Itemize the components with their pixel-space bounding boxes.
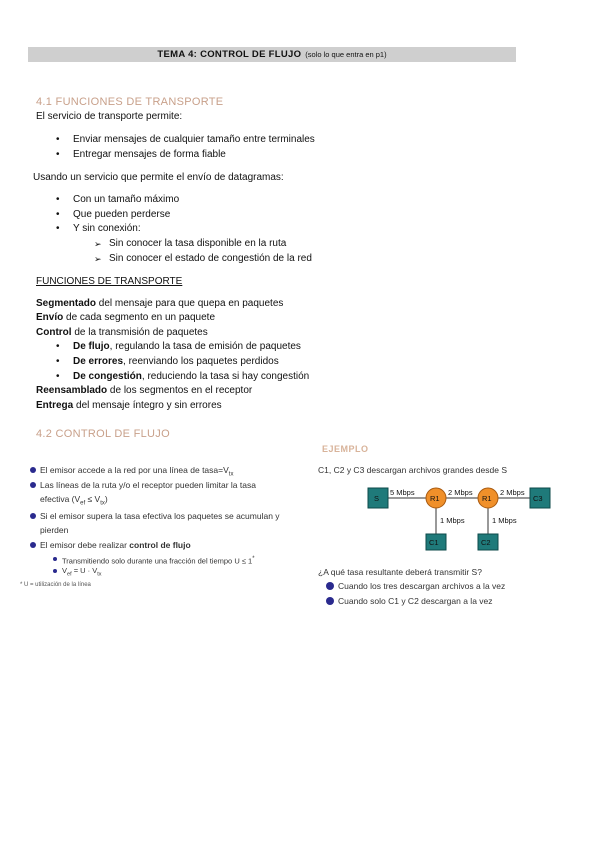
slide-point: Las líneas de la ruta y/o el receptor pueden limitar la tasa	[40, 479, 256, 491]
example-option: Cuando solo C1 y C2 descargan a la vez	[338, 595, 493, 607]
datagram-subitem: ➢ Sin conocer la tasa disponible en la ruta	[109, 237, 286, 251]
datagram-subitem: ➢ Sin conocer el estado de congestión de la red	[109, 252, 312, 266]
datagram-item: • Con un tamaño máximo	[73, 193, 179, 207]
link-label: 1 Mbps	[440, 516, 465, 525]
node-label: C3	[533, 494, 543, 503]
link-label: 1 Mbps	[492, 516, 517, 525]
node-label: C2	[481, 538, 491, 547]
flow-control-slide	[20, 456, 310, 596]
functions-title: FUNCIONES DE TRANSPORTE	[36, 276, 183, 287]
slide-point: El emisor accede a la red por una línea de $tasa=V_{tx}$	[40, 464, 233, 481]
permit-item: • Entregar mensajes de forma fiable	[73, 148, 226, 162]
example-question: ¿A qué tasa resultante deberá transmitir S?	[318, 567, 482, 577]
function-item: Control de la transmisión de paquetes	[36, 327, 208, 338]
example-title: EJEMPLO	[322, 444, 369, 454]
control-item: • De flujo, regulando la tasa de emisión de paquetes	[73, 340, 301, 354]
banner-title: TEMA 4: CONTROL DE FLUJO	[157, 49, 302, 60]
section-42-heading: 4.2 CONTROL DE FLUJO	[36, 428, 170, 440]
node-label: R1	[482, 494, 492, 503]
control-item: • De errores, reenviando los paquetes perdidos	[73, 355, 279, 369]
example-option: Cuando los tres descargan archivos a la vez	[338, 580, 505, 592]
example-intro: C1, C2 y C3 descargan archivos grandes desde S	[318, 465, 507, 475]
network-diagram	[360, 478, 560, 558]
function-item: Envío de cada segmento en un paquete	[36, 312, 216, 323]
node-label: R1	[430, 494, 440, 503]
datagram-item: • Y sin conexión:	[73, 222, 141, 236]
slide-subpoint: Transmitiendo solo durante una fracción del tiempo U ≤ 1*	[62, 553, 255, 568]
link-label: 2 Mbps	[500, 488, 525, 497]
link-label: 2 Mbps	[448, 488, 473, 497]
node-label: S	[374, 494, 380, 503]
slide-subpoint: $V_{ef} = U \cdot V_{tx}$	[62, 565, 102, 581]
slide-footnote: * U = utilización de la línea	[20, 582, 91, 588]
datagram-item: • Que pueden perderse	[73, 208, 170, 222]
link-label: 5 Mbps	[390, 488, 415, 497]
function-item: Segmentado del mensaje para que quepa en paquetes	[36, 298, 284, 309]
s41-intro: El servicio de transporte permite:	[36, 111, 183, 122]
control-item: • De congestión, reduciendo la tasa si hay congestión	[73, 370, 309, 384]
slide-point-cont: pierden	[40, 525, 69, 535]
node-label: C1	[429, 538, 439, 547]
title-banner	[28, 47, 516, 62]
function-item: Reensamblado de los segmentos en el receptor	[36, 385, 253, 396]
slide-point: Si el emisor supera la tasa efectiva los paquetes se acumulan y	[40, 510, 280, 522]
slide-point: El emisor debe realizar control de flujo	[40, 539, 191, 551]
banner-note: (solo lo que entra en p1)	[305, 50, 387, 59]
datagram-intro: Usando un servicio que permite el envío de datagramas:	[33, 172, 284, 183]
function-item: Entrega del mensaje íntegro y sin errores	[36, 400, 222, 411]
section-41-heading: 4.1 FUNCIONES DE TRANSPORTE	[36, 96, 224, 108]
slide-point-cont: efectiva $(V_{ef} \le V_{tx})$	[40, 494, 108, 507]
permit-item: • Enviar mensajes de cualquier tamaño entre terminales	[73, 133, 315, 147]
